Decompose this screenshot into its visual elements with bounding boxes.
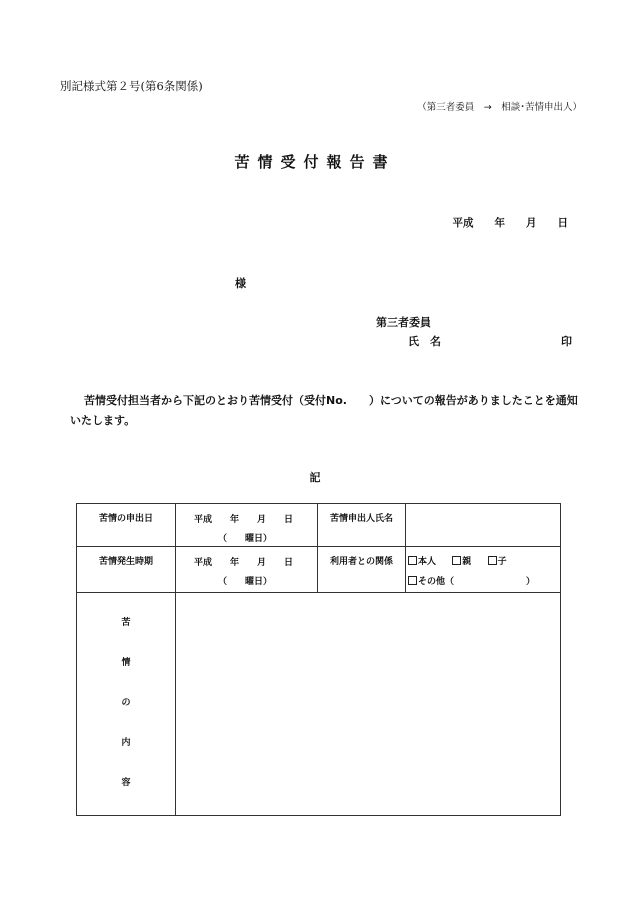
occurrence-date-ymd: 平成 年 月 日 <box>194 558 294 568</box>
complaint-date-label: 苦情の申出日 <box>77 504 176 547</box>
complaint-date-ymd: 平成 年 月 日 <box>194 515 294 525</box>
checkbox-parent[interactable] <box>452 556 461 565</box>
sender-committee: 第三者委員 <box>376 316 431 329</box>
content-label-char: 容 <box>121 778 131 788</box>
content-label-char: 内 <box>121 738 131 748</box>
ki-label: 記 <box>309 471 321 484</box>
occurrence-date-weekday: （ 曜日） <box>218 577 273 587</box>
relationship-options <box>406 547 561 593</box>
table-row <box>77 593 561 816</box>
report-table <box>76 503 561 816</box>
relationship-label: 利用者との関係 <box>318 547 406 593</box>
checkbox-child[interactable] <box>488 556 497 565</box>
table-row <box>77 547 561 593</box>
checkbox-other[interactable] <box>408 576 417 585</box>
date-line: 平成 年 月 日 <box>452 217 568 229</box>
option-parent-label: 親 <box>462 557 472 567</box>
content-label-char: 情 <box>121 658 131 668</box>
complaint-content-field[interactable] <box>176 593 561 816</box>
option-self-label: 本人 <box>418 557 437 567</box>
option-other-label: その他（ ） <box>418 577 536 587</box>
table-row <box>77 504 561 547</box>
complaint-date-field[interactable] <box>176 504 318 547</box>
occurrence-date-field[interactable] <box>176 547 318 593</box>
complaint-content-label <box>77 593 176 816</box>
complainant-name-field[interactable] <box>406 504 561 547</box>
sender-name-label: 氏 名 <box>408 335 441 348</box>
complaint-date-weekday: （ 曜日） <box>218 534 273 544</box>
form-number: 別記様式第２号(第6条関係) <box>60 79 203 93</box>
complainant-name-label: 苦情申出人氏名 <box>318 504 406 547</box>
occurrence-date-label: 苦情発生時期 <box>77 547 176 593</box>
document-title: 苦情受付報告書 <box>234 153 396 171</box>
checkbox-self[interactable] <box>408 556 417 565</box>
content-label-char: の <box>121 698 131 708</box>
route-note: （第三者委員 → 相談･苦情申出人） <box>417 102 582 113</box>
seal-label: 印 <box>561 335 572 348</box>
addressee-suffix: 様 <box>235 277 246 290</box>
content-label-char: 苦 <box>121 618 131 628</box>
notice-body-text: 苦情受付担当者から下記のとおり苦情受付（受付No. ）についての報告がありましたことを通知いたします。 <box>70 394 578 427</box>
option-child-label: 子 <box>497 557 507 567</box>
